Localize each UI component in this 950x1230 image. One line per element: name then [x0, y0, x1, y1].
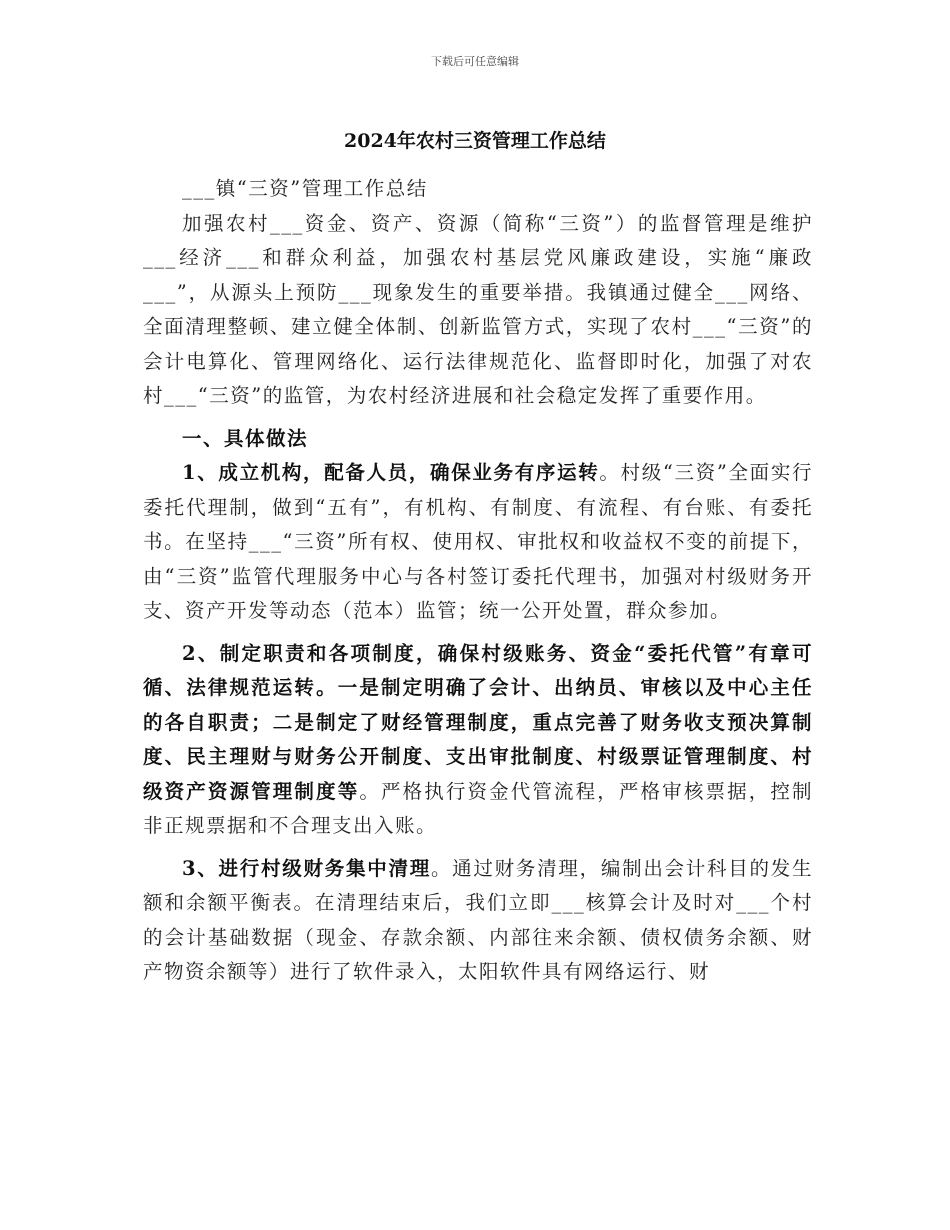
- paragraph-item-3: [143, 852, 813, 990]
- paragraph-item-2: [143, 637, 813, 844]
- paragraph-item-1: [143, 456, 813, 629]
- item-1-heading: 1、成立机构，配备人员，确保业务有序运转: [182, 461, 600, 484]
- item-2-heading: 2、制定职责和各项制度，确保村级账务、资金“委托代管”有章可循、法律规范运转。一是制定明确了会计、出纳员、审核以及中心主任的各自职责；二是制定了财经管理制度，重点完善了财务收支预决算制度、民主理财与财务公开制度、支出审批制度、村级票证管理制度、村级资产资源管理制度等: [143, 641, 813, 803]
- item-2-text: 。严格执行资金代管流程，严格审核票据，控制非正规票据和不合理支出入账。: [143, 779, 813, 837]
- section-heading: 一、具体做法: [182, 426, 309, 450]
- document-body: [143, 172, 813, 990]
- paragraph-intro: 加强农村___资金、资产、资源（简称“三资”）的监督管理是维护___经济___和群众利益，加强农村基层党风廉政建设，实施“廉政___”，从源头上预防___现象发生的重要举措。我镇通过健全___网络、全面清理整顿、建立健全体制、创新监管方式，实现了农村___“三资”的会计电算化、管理网络化、运行法律规范化、监督即时化，加强了对农村___“三资”的监管，为农村经济进展和社会稳定发挥了重要作用。: [143, 211, 813, 407]
- header-note: 下载后可任意编辑: [431, 55, 519, 68]
- paragraph-subtitle: ___镇“三资”管理工作总结: [182, 177, 428, 200]
- item-1-text: 。村级“三资”全面实行委托代理制，做到“五有”，有机构、有制度、有流程、有台账、有委托书。在坚持___“三资”所有权、使用权、审批权和收益权不变的前提下，由“三资”监管代理服务中心与各村签订委托代理书，加强对村级财务开支、资产开发等动态（范本）监管；统一公开处置，群众参加。: [143, 461, 813, 622]
- item-3-text: 。通过财务清理，编制出会计科目的发生额和余额平衡表。在清理结束后，我们立即___核算会计及时对___个村的会计基础数据（现金、存款余额、内部往来余额、债权债务余额、财产物资余额等）进行了软件录入，太阳软件具有网络运行、财: [143, 856, 813, 983]
- item-3-heading: 3、进行村级财务集中清理: [182, 856, 431, 880]
- document-title: 2024年农村三资管理工作总结: [344, 130, 606, 152]
